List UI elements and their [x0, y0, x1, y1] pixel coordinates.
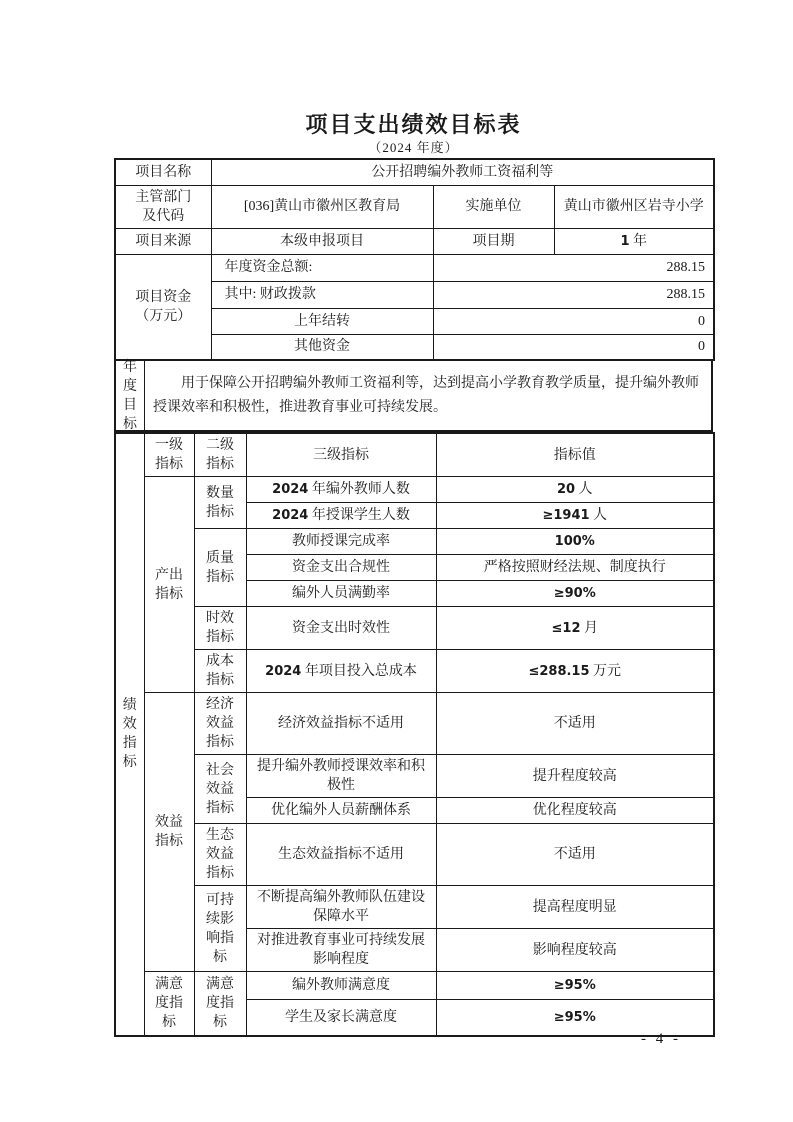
- indicator-value: 优化程度较高: [436, 798, 714, 824]
- indicator-name: 2024 年编外教师人数: [246, 477, 436, 503]
- indicator-name: 学生及家长满意度: [246, 1000, 436, 1036]
- project-info-table: [114, 158, 715, 361]
- level2-cell-ecological: 生态效益指标: [194, 824, 246, 886]
- impl-unit-value: 黄山市徽州区岩寺小学: [554, 185, 714, 228]
- fund-row-name: 其中: 财政拨款: [211, 281, 433, 308]
- indicators-section-label: 绩效指标: [115, 433, 144, 1036]
- indicator-value: 不适用: [436, 693, 714, 755]
- indicator-name: 2024 年授课学生人数: [246, 503, 436, 529]
- header-level1: 一级指标: [144, 433, 194, 477]
- fund-row-name: 其他资金: [211, 334, 433, 360]
- header-level2: 二级指标: [194, 433, 246, 477]
- dept-label-line1: 主管部门: [135, 189, 192, 205]
- level1-cell-output: 产出指标: [144, 477, 194, 693]
- indicators-table: [114, 432, 715, 1037]
- funds-label: [115, 254, 211, 360]
- dept-value: [036]黄山市徽州区教育局: [211, 185, 433, 228]
- annual-goal-row: [114, 360, 713, 432]
- indicator-name: 生态效益指标不适用: [246, 824, 436, 886]
- indicator-name: 经济效益指标不适用: [246, 693, 436, 755]
- level2-cell-cost: 成本指标: [194, 650, 246, 693]
- indicator-name: 教师授课完成率: [246, 529, 436, 555]
- fund-row-name: 年度资金总额:: [211, 254, 433, 281]
- level2-cell-quantity: 数量指标: [194, 477, 246, 529]
- level2-cell-sustainability: 可持续影响指标: [194, 886, 246, 972]
- level2-cell-quality: 质量指标: [194, 529, 246, 607]
- indicator-value: ≥1941 人: [436, 503, 714, 529]
- page-number: - 4 -: [641, 1031, 681, 1047]
- project-source-label: 项目来源: [115, 228, 211, 254]
- indicator-name: 编外人员满勤率: [246, 581, 436, 607]
- indicator-value: ≤12 月: [436, 607, 714, 650]
- performance-target-table: [114, 158, 713, 1037]
- indicator-value: 不适用: [436, 824, 714, 886]
- indicator-value: 影响程度较高: [436, 929, 714, 972]
- indicator-name: 不断提高编外教师队伍建设保障水平: [246, 886, 436, 929]
- level2-cell-satisfaction: 满意度指标: [194, 972, 246, 1036]
- indicator-name: 编外教师满意度: [246, 972, 436, 1000]
- indicator-name: 资金支出时效性: [246, 607, 436, 650]
- project-source-value: 本级申报项目: [211, 228, 433, 254]
- fund-row-value: 288.15: [433, 254, 714, 281]
- project-period-value: 1 年: [554, 228, 714, 254]
- impl-unit-label: 实施单位: [433, 185, 554, 228]
- fund-row-value: 0: [433, 334, 714, 360]
- indicator-value: 严格按照财经法规、制度执行: [436, 555, 714, 581]
- indicator-value: 提升程度较高: [436, 755, 714, 798]
- indicator-name: 2024 年项目投入总成本: [246, 650, 436, 693]
- indicator-value: 100%: [436, 529, 714, 555]
- project-name-label: 项目名称: [115, 159, 211, 185]
- funds-label-line2: （万元）: [135, 308, 192, 324]
- page-subtitle: （2024 年度）: [368, 140, 459, 155]
- annual-goal-label: 年度目标: [116, 361, 145, 430]
- level2-cell-economic: 经济效益指标: [194, 693, 246, 755]
- indicator-value: 提高程度明显: [436, 886, 714, 929]
- project-name-value: 公开招聘编外教师工资福利等: [211, 159, 714, 185]
- level1-cell-satisfaction: 满意度指标: [144, 972, 194, 1036]
- indicator-value: ≥90%: [436, 581, 714, 607]
- level2-cell-timeliness: 时效指标: [194, 607, 246, 650]
- level1-cell-benefit: 效益指标: [144, 693, 194, 972]
- dept-label: [115, 185, 211, 228]
- level2-cell-social: 社会效益指标: [194, 755, 246, 824]
- fund-row-value: 288.15: [433, 281, 714, 308]
- project-period-label: 项目期: [433, 228, 554, 254]
- indicator-name: 提升编外教师授课效率和积极性: [246, 755, 436, 798]
- dept-label-line2: 及代码: [142, 208, 185, 224]
- indicator-name: 对推进教育事业可持续发展影响程度: [246, 929, 436, 972]
- indicator-value: 20 人: [436, 477, 714, 503]
- header-value: 指标值: [436, 433, 714, 477]
- fund-row-name: 上年结转: [211, 308, 433, 334]
- indicator-name: 资金支出合规性: [246, 555, 436, 581]
- fund-row-value: 0: [433, 308, 714, 334]
- header-level3: 三级指标: [246, 433, 436, 477]
- indicator-name: 优化编外人员薪酬体系: [246, 798, 436, 824]
- page-title: 项目支出绩效目标表: [305, 112, 522, 137]
- indicator-value: ≥95%: [436, 972, 714, 1000]
- indicator-value: ≤288.15 万元: [436, 650, 714, 693]
- annual-goal-text: 用于保障公开招聘编外教师工资福利等，达到提高小学教育教学质量，提升编外教师授课效率和积极性，推进教育事业可持续发展。: [153, 375, 699, 415]
- indicator-value: ≥95%: [436, 1000, 714, 1036]
- funds-label-line1: 项目资金: [135, 289, 192, 305]
